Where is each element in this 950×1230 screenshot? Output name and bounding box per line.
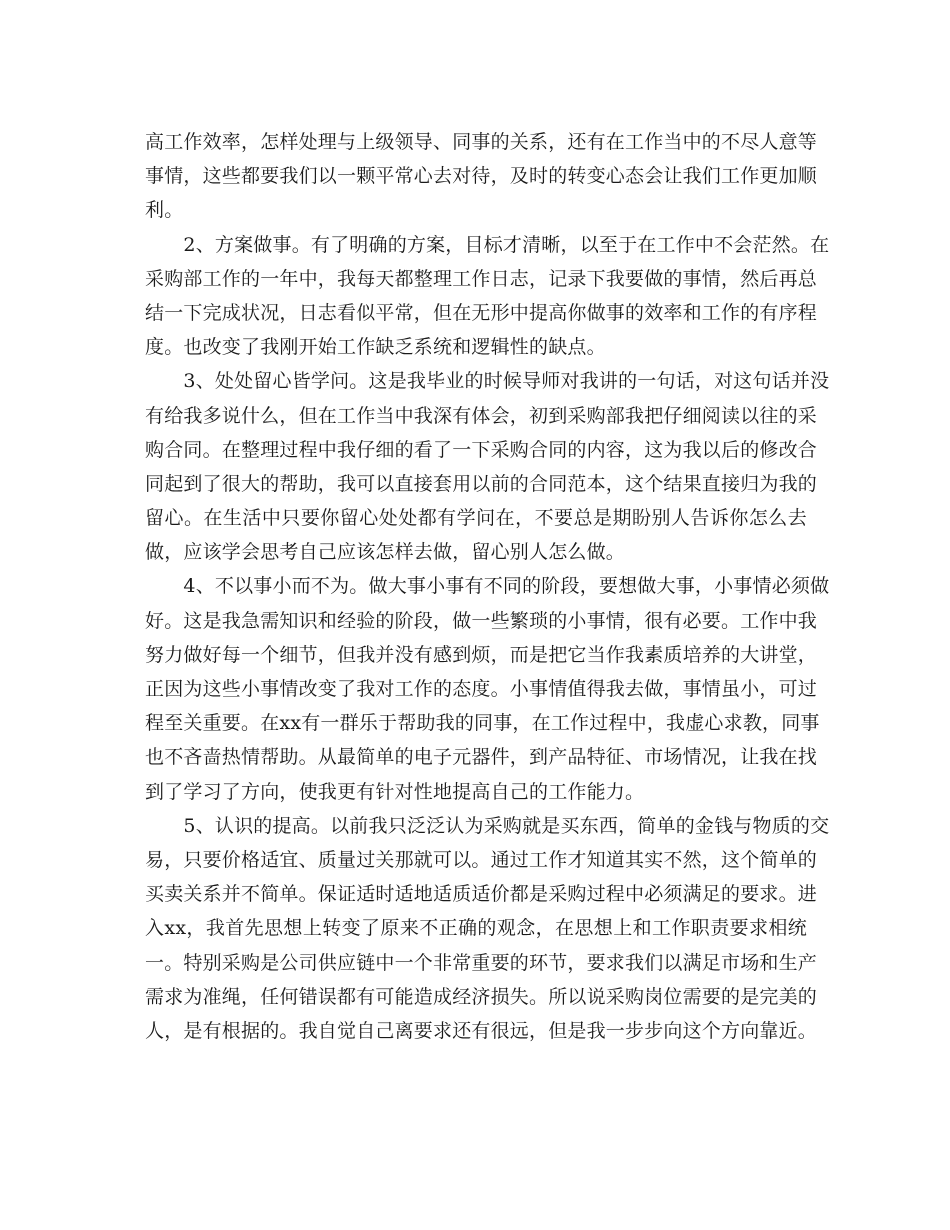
paragraph-1 bbox=[145, 125, 818, 228]
paragraph-4 bbox=[145, 569, 830, 808]
text-line: 利。 bbox=[145, 199, 184, 222]
text-line: 4、不以事小而不为。做大事小事有不同的阶段，要想做大事，小事情必须做 bbox=[145, 575, 830, 598]
text-line: 做，应该学会思考自己应该怎样去做，留心别人怎么做。 bbox=[145, 541, 626, 564]
text-line: 人，是有根据的。我自觉自己离要求还有很远，但是我一步步向这个方向靠近。 bbox=[145, 1019, 818, 1042]
text-line: 努力做好每一个细节，但我并没有感到烦，而是把它当作我素质培养的大讲堂， bbox=[145, 643, 818, 666]
text-line: 结一下完成状况，日志看似平常，但在无形中提高你做事的效率和工作的有序程 bbox=[145, 301, 818, 324]
text-line: 也不吝啬热情帮助。从最简单的电子元器件，到产品特征、市场情况，让我在找 bbox=[145, 746, 818, 769]
text-line: 事情，这些都要我们以一颗平常心去对待，及时的转变心态会让我们工作更加顺 bbox=[145, 165, 818, 188]
text-line: 一。特别采购是公司供应链中一个非常重要的环节，要求我们以满足市场和生产 bbox=[145, 951, 818, 974]
text-line: 5、认识的提高。以前我只泛泛认为采购就是买东西，简单的金钱与物质的交 bbox=[145, 814, 830, 837]
text-line: 好。这是我急需知识和经验的阶段，做一些繁琐的小事情，很有必要。工作中我 bbox=[145, 609, 818, 632]
text-line: 采购部工作的一年中，我每天都整理工作日志，记录下我要做的事情，然后再总 bbox=[145, 267, 818, 290]
paragraph-3 bbox=[145, 364, 830, 569]
text-line: 2、方案做事。有了明确的方案，目标才清晰，以至于在工作中不会茫然。在 bbox=[145, 233, 830, 256]
text-line: 到了学习了方向，使我更有针对性地提高自己的工作能力。 bbox=[145, 780, 645, 803]
text-line: 购合同。在整理过程中我仔细的看了一下采购合同的内容，这为我以后的修改合 bbox=[145, 438, 818, 461]
paragraph-5 bbox=[145, 809, 830, 1048]
document-body bbox=[145, 125, 830, 1048]
text-line: 入xx，我首先思想上转变了原来不正确的观念，在思想上和工作职责要求相统 bbox=[145, 917, 807, 940]
text-line: 留心。在生活中只要你留心处处都有学问在，不要总是期盼别人告诉你怎么去 bbox=[145, 507, 807, 530]
text-line: 度。也改变了我刚开始工作缺乏系统和逻辑性的缺点。 bbox=[145, 336, 606, 359]
text-line: 程至关重要。在xx有一群乐于帮助我的同事，在工作过程中，我虚心求教，同事 bbox=[145, 712, 820, 735]
text-line: 买卖关系并不简单。保证适时适地适质适价都是采购过程中必须满足的要求。进 bbox=[145, 883, 818, 906]
text-line: 有给我多说什么，但在工作当中我深有体会，初到采购部我把仔细阅读以往的采 bbox=[145, 404, 818, 427]
paragraph-2 bbox=[145, 228, 830, 365]
text-line: 易，只要价格适宜、质量过关那就可以。通过工作才知道其实不然，这个简单的 bbox=[145, 848, 818, 871]
text-line: 高工作效率，怎样处理与上级领导、同事的关系，还有在工作当中的不尽人意等 bbox=[145, 131, 818, 153]
text-line: 需求为准绳，任何错误都有可能造成经济损失。所以说采购岗位需要的是完美的 bbox=[145, 985, 818, 1008]
text-line: 3、处处留心皆学问。这是我毕业的时候导师对我讲的一句话，对这句话并没 bbox=[145, 370, 830, 393]
text-line: 正因为这些小事情改变了我对工作的态度。小事情值得我去做，事情虽小，可过 bbox=[145, 678, 818, 700]
text-line: 同起到了很大的帮助，我可以直接套用以前的合同范本，这个结果直接归为我的 bbox=[145, 472, 818, 495]
